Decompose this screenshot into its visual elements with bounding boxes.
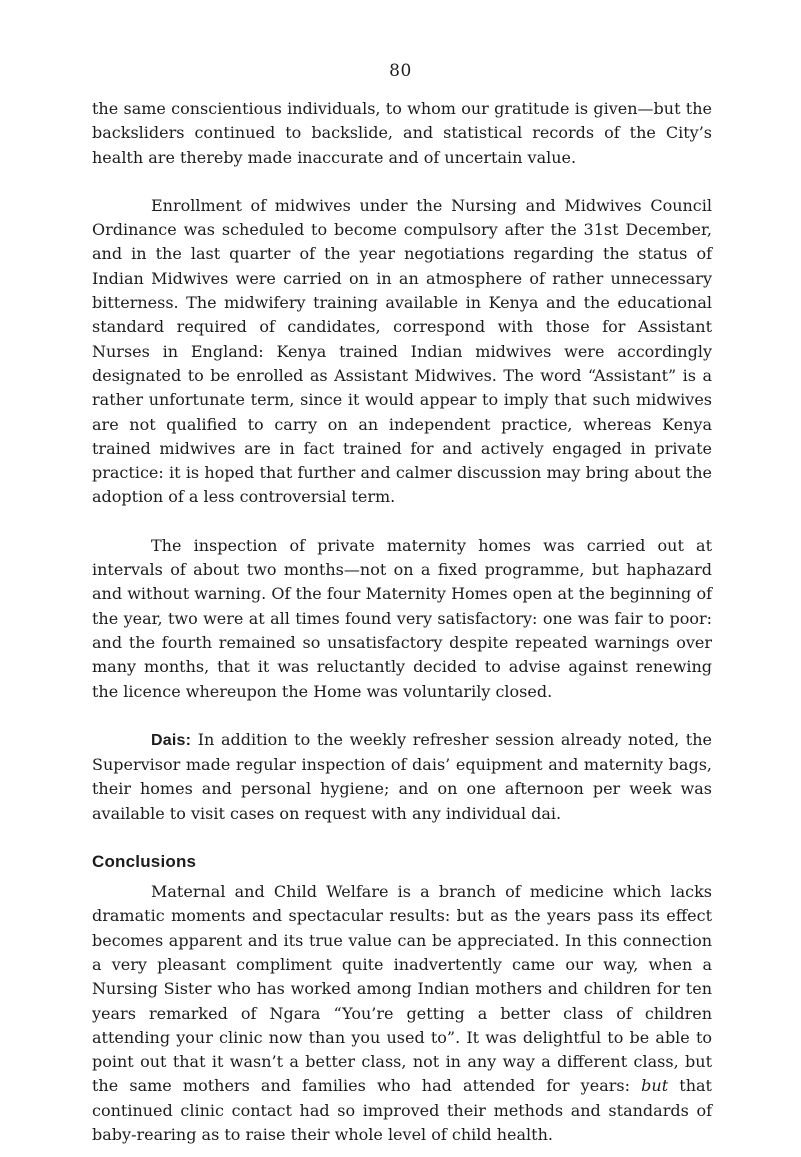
paragraph-enrollment-midwives: Enrollment of midwives under the Nursing and Midwives Council Ordinance was scheduled to become compulsory after the 31st December, and in the last quarter of the year negotiations regarding the status of Indian Midwives were carried on in an atmosphere of rather unnecessary bitterness. The midwifery training available in Kenya and the educational standard required of candidates, correspond with those for Assistant Nurses in England: Kenya trained Indian midwives were accordingly designated to be enrolled as Assistant Midwives. The word “Assistant” is a rather unfortunate term, since it would appear to imply that such midwives are not qualified to carry on an independent practice, whereas Kenya trained midwives are in fact trained for and actively engaged in private practice: it is hoped that further and calmer discussion may bring about the adoption of a less controversial term.: [92, 195, 712, 507]
paragraph-backsliders: the same conscientious individuals, to whom our gratitude is given—but the backsliders continued to backslide, and statistical records of the City’s health are thereby made inaccurate and of uncertain value.: [92, 99, 712, 167]
paragraph-conclusions: [92, 880, 712, 1147]
paragraph-maternity-homes-inspection: The inspection of private maternity homes was carried out at intervals of about two months—not on a fixed programme, but haphazard and without warning. Of the four Maternity Homes open at the beginning of the year, two were at all times found very satisfactory: one was fair to poor: and the fourth remained so unsatisfactory despite repeated warnings over many months, that it was reluctantly decided to advise against renewing the licence whereupon the Home was voluntarily closed.: [92, 535, 712, 701]
dais-text: In addition to the weekly refresher session already noted, the Supervisor made regular inspection of dais’ equipment and maternity bags, their homes and personal hygiene; and on one afternoon per week was available to visit cases on request with any individual dai.: [92, 729, 712, 823]
body-text: [92, 97, 712, 1147]
conclusions-text-before: Maternal and Child Welfare is a branch of medicine which lacks dramatic moments and spectacular results: but as the years pass its effect becomes apparent and its true value can be appreciated. In this connection a very pleasant compliment quite inadvertently came our way, when a Nursing Sister who has worked among Indian mothers and children for ten years remarked of Ngara “You’re getting a better class of children attending your clinic now than you used to”. It was delightful to be able to point out that it wasn’t a better class, not in any way a different class, but the same mothers and families who had attended for years:: [92, 882, 712, 1096]
dais-run-in-heading: Dais:: [151, 731, 192, 749]
paragraph-dais: [92, 728, 712, 826]
conclusions-text-italic: but: [641, 1076, 669, 1096]
conclusions-heading: Conclusions: [92, 852, 197, 872]
page-number: 80: [389, 61, 412, 81]
conclusions-text-after: that continued clinic contact had so improved their methods and standards of baby-rearing as to raise their whole level of child health.: [92, 1076, 712, 1144]
